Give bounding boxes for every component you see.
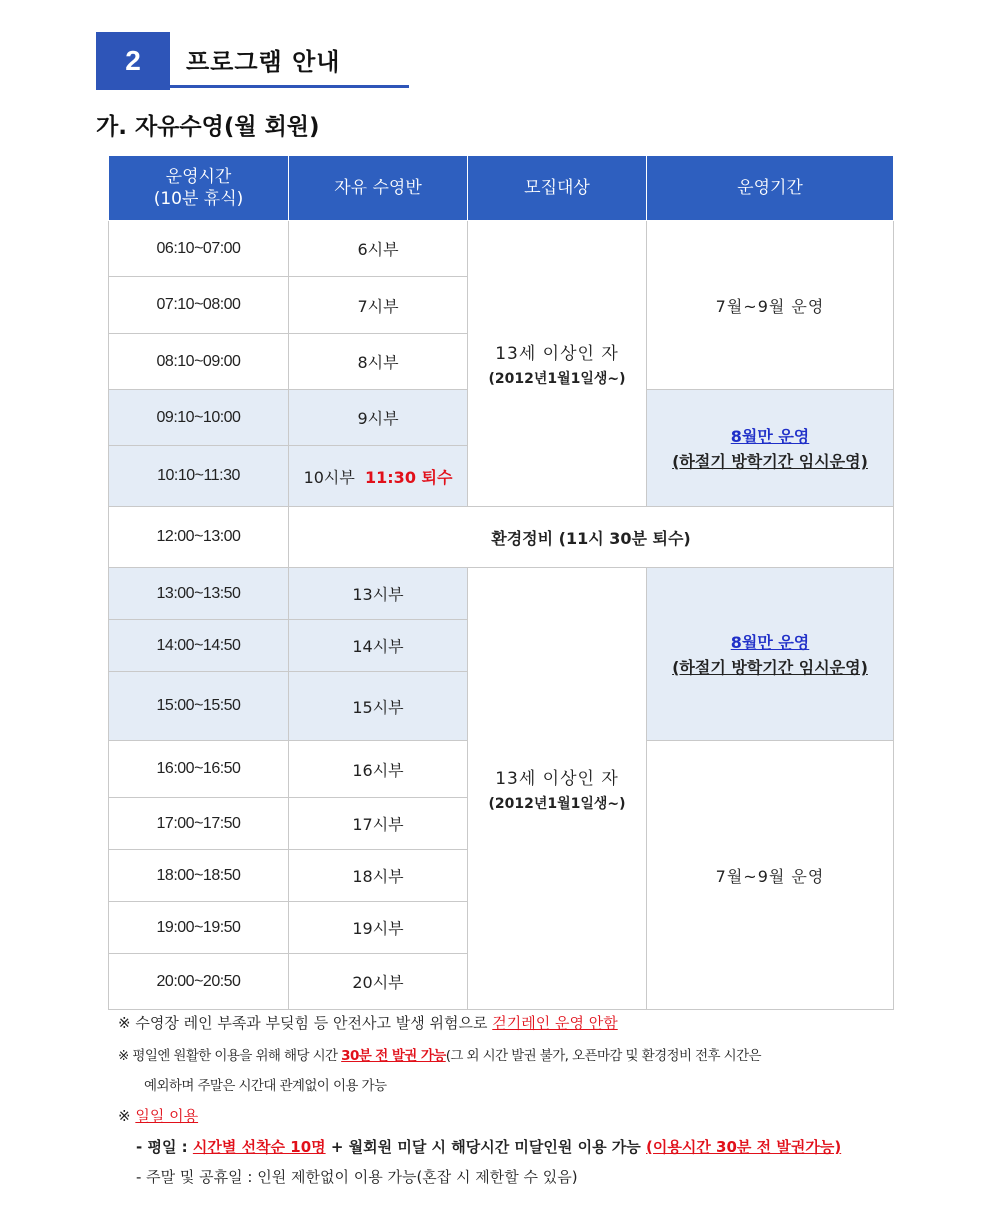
target-sub: (2012년1월1일생~) xyxy=(488,371,626,387)
time-cell: 20:00~20:50 xyxy=(109,954,289,1010)
class-cell: 16시부 xyxy=(289,741,468,798)
note-highlight: 일일 이용 xyxy=(135,1107,199,1125)
class-cell: 19시부 xyxy=(289,902,468,954)
time-cell: 14:00~14:50 xyxy=(109,620,289,672)
target-main: 13세 이상인 자 xyxy=(495,344,619,364)
section-heading: 프로그램 안내 xyxy=(186,48,341,76)
note-text: ※ 수영장 레인 부족과 부딪힘 등 안전사고 발생 위험으로 xyxy=(118,1014,493,1032)
note-text: (그 외 시간 발권 불가, 오픈마감 및 환경정비 전후 시간은 xyxy=(445,1048,761,1064)
note-highlight: 시간별 선착순 10명 xyxy=(192,1138,326,1156)
table-row xyxy=(109,221,894,277)
period-cell: 7월~9월 운영 xyxy=(647,221,894,390)
note-mark: ※ xyxy=(118,1107,136,1125)
time-cell: 17:00~17:50 xyxy=(109,798,289,850)
section-number: 2 xyxy=(96,32,170,90)
note-highlight: 걷기레인 운영 안함 xyxy=(492,1014,618,1032)
class-label: 10시부 xyxy=(303,467,355,487)
target-cell-afternoon xyxy=(468,568,647,1010)
time-cell: 19:00~19:50 xyxy=(109,902,289,954)
note-daily-use xyxy=(118,1105,198,1126)
time-cell: 15:00~15:50 xyxy=(109,672,289,741)
table-header-row xyxy=(109,156,894,221)
time-cell: 08:10~09:00 xyxy=(109,334,289,390)
note-walking-lane xyxy=(118,1012,618,1033)
header-period: 운영기간 xyxy=(647,156,894,221)
time-cell: 12:00~13:00 xyxy=(109,507,289,568)
period-august: 8월만 운영 xyxy=(730,427,810,446)
target-cell-morning xyxy=(468,221,647,507)
note-weekend: - 주말 및 공휴일 : 인원 제한없이 이용 가능(혼잡 시 제한할 수 있음) xyxy=(136,1168,578,1186)
period-august-sub: (하절기 방학기간 임시운영) xyxy=(672,452,868,471)
period-august: 8월만 운영 xyxy=(730,633,810,652)
class-cell: 14시부 xyxy=(289,620,468,672)
header-time-line1: 운영시간 xyxy=(165,167,232,187)
time-cell: 16:00~16:50 xyxy=(109,741,289,798)
class-cell: 13시부 xyxy=(289,568,468,620)
note-text: - 평일 : xyxy=(136,1138,193,1156)
class-cell: 8시부 xyxy=(289,334,468,390)
header-underline xyxy=(170,85,409,88)
class-cell: 15시부 xyxy=(289,672,468,741)
class-cell: 9시부 xyxy=(289,390,468,446)
table-row xyxy=(109,507,894,568)
note-text: ※ 평일엔 원활한 이용을 위해 해당 시간 xyxy=(118,1048,342,1064)
header-time xyxy=(109,156,289,221)
note-text: + 월회원 미달 시 해당시간 미달인원 이용 가능 xyxy=(325,1138,647,1156)
class-cell: 18시부 xyxy=(289,850,468,902)
time-cell: 07:10~08:00 xyxy=(109,277,289,334)
note-ticketing xyxy=(118,1044,761,1064)
cleanup-cell: 환경정비 (11시 30분 퇴수) xyxy=(289,507,894,568)
table-row xyxy=(109,568,894,620)
schedule-table xyxy=(108,155,894,1010)
note-highlight: 30분 전 발권 가능 xyxy=(341,1048,446,1064)
subsection-title: 가. 자유수영(월 회원) xyxy=(96,114,320,140)
time-cell: 18:00~18:50 xyxy=(109,850,289,902)
period-cell-august xyxy=(647,568,894,741)
note-highlight: (이용시간 30분 전 발권가능) xyxy=(646,1138,842,1156)
period-august-sub: (하절기 방학기간 임시운영) xyxy=(672,658,868,677)
target-main: 13세 이상인 자 xyxy=(495,769,619,789)
time-cell: 13:00~13:50 xyxy=(109,568,289,620)
note-ticketing-line2: 예외하며 주말은 시간대 관계없이 이용 가능 xyxy=(144,1078,387,1094)
class-cell: 7시부 xyxy=(289,277,468,334)
note-weekday xyxy=(136,1136,841,1157)
target-sub: (2012년1월1일생~) xyxy=(488,796,626,812)
time-cell: 09:10~10:00 xyxy=(109,390,289,446)
period-cell-august xyxy=(647,390,894,507)
class-cell: 6시부 xyxy=(289,221,468,277)
time-cell: 10:10~11:30 xyxy=(109,446,289,507)
time-cell: 06:10~07:00 xyxy=(109,221,289,277)
header-class: 자유 수영반 xyxy=(289,156,468,221)
class-cell xyxy=(289,446,468,507)
period-cell: 7월~9월 운영 xyxy=(647,741,894,1010)
header-time-line2: (10분 휴식) xyxy=(153,189,244,209)
class-cell: 17시부 xyxy=(289,798,468,850)
class-cell: 20시부 xyxy=(289,954,468,1010)
header-target: 모집대상 xyxy=(468,156,647,221)
class-note: 11:30 퇴수 xyxy=(365,467,453,487)
section-header xyxy=(96,32,409,90)
